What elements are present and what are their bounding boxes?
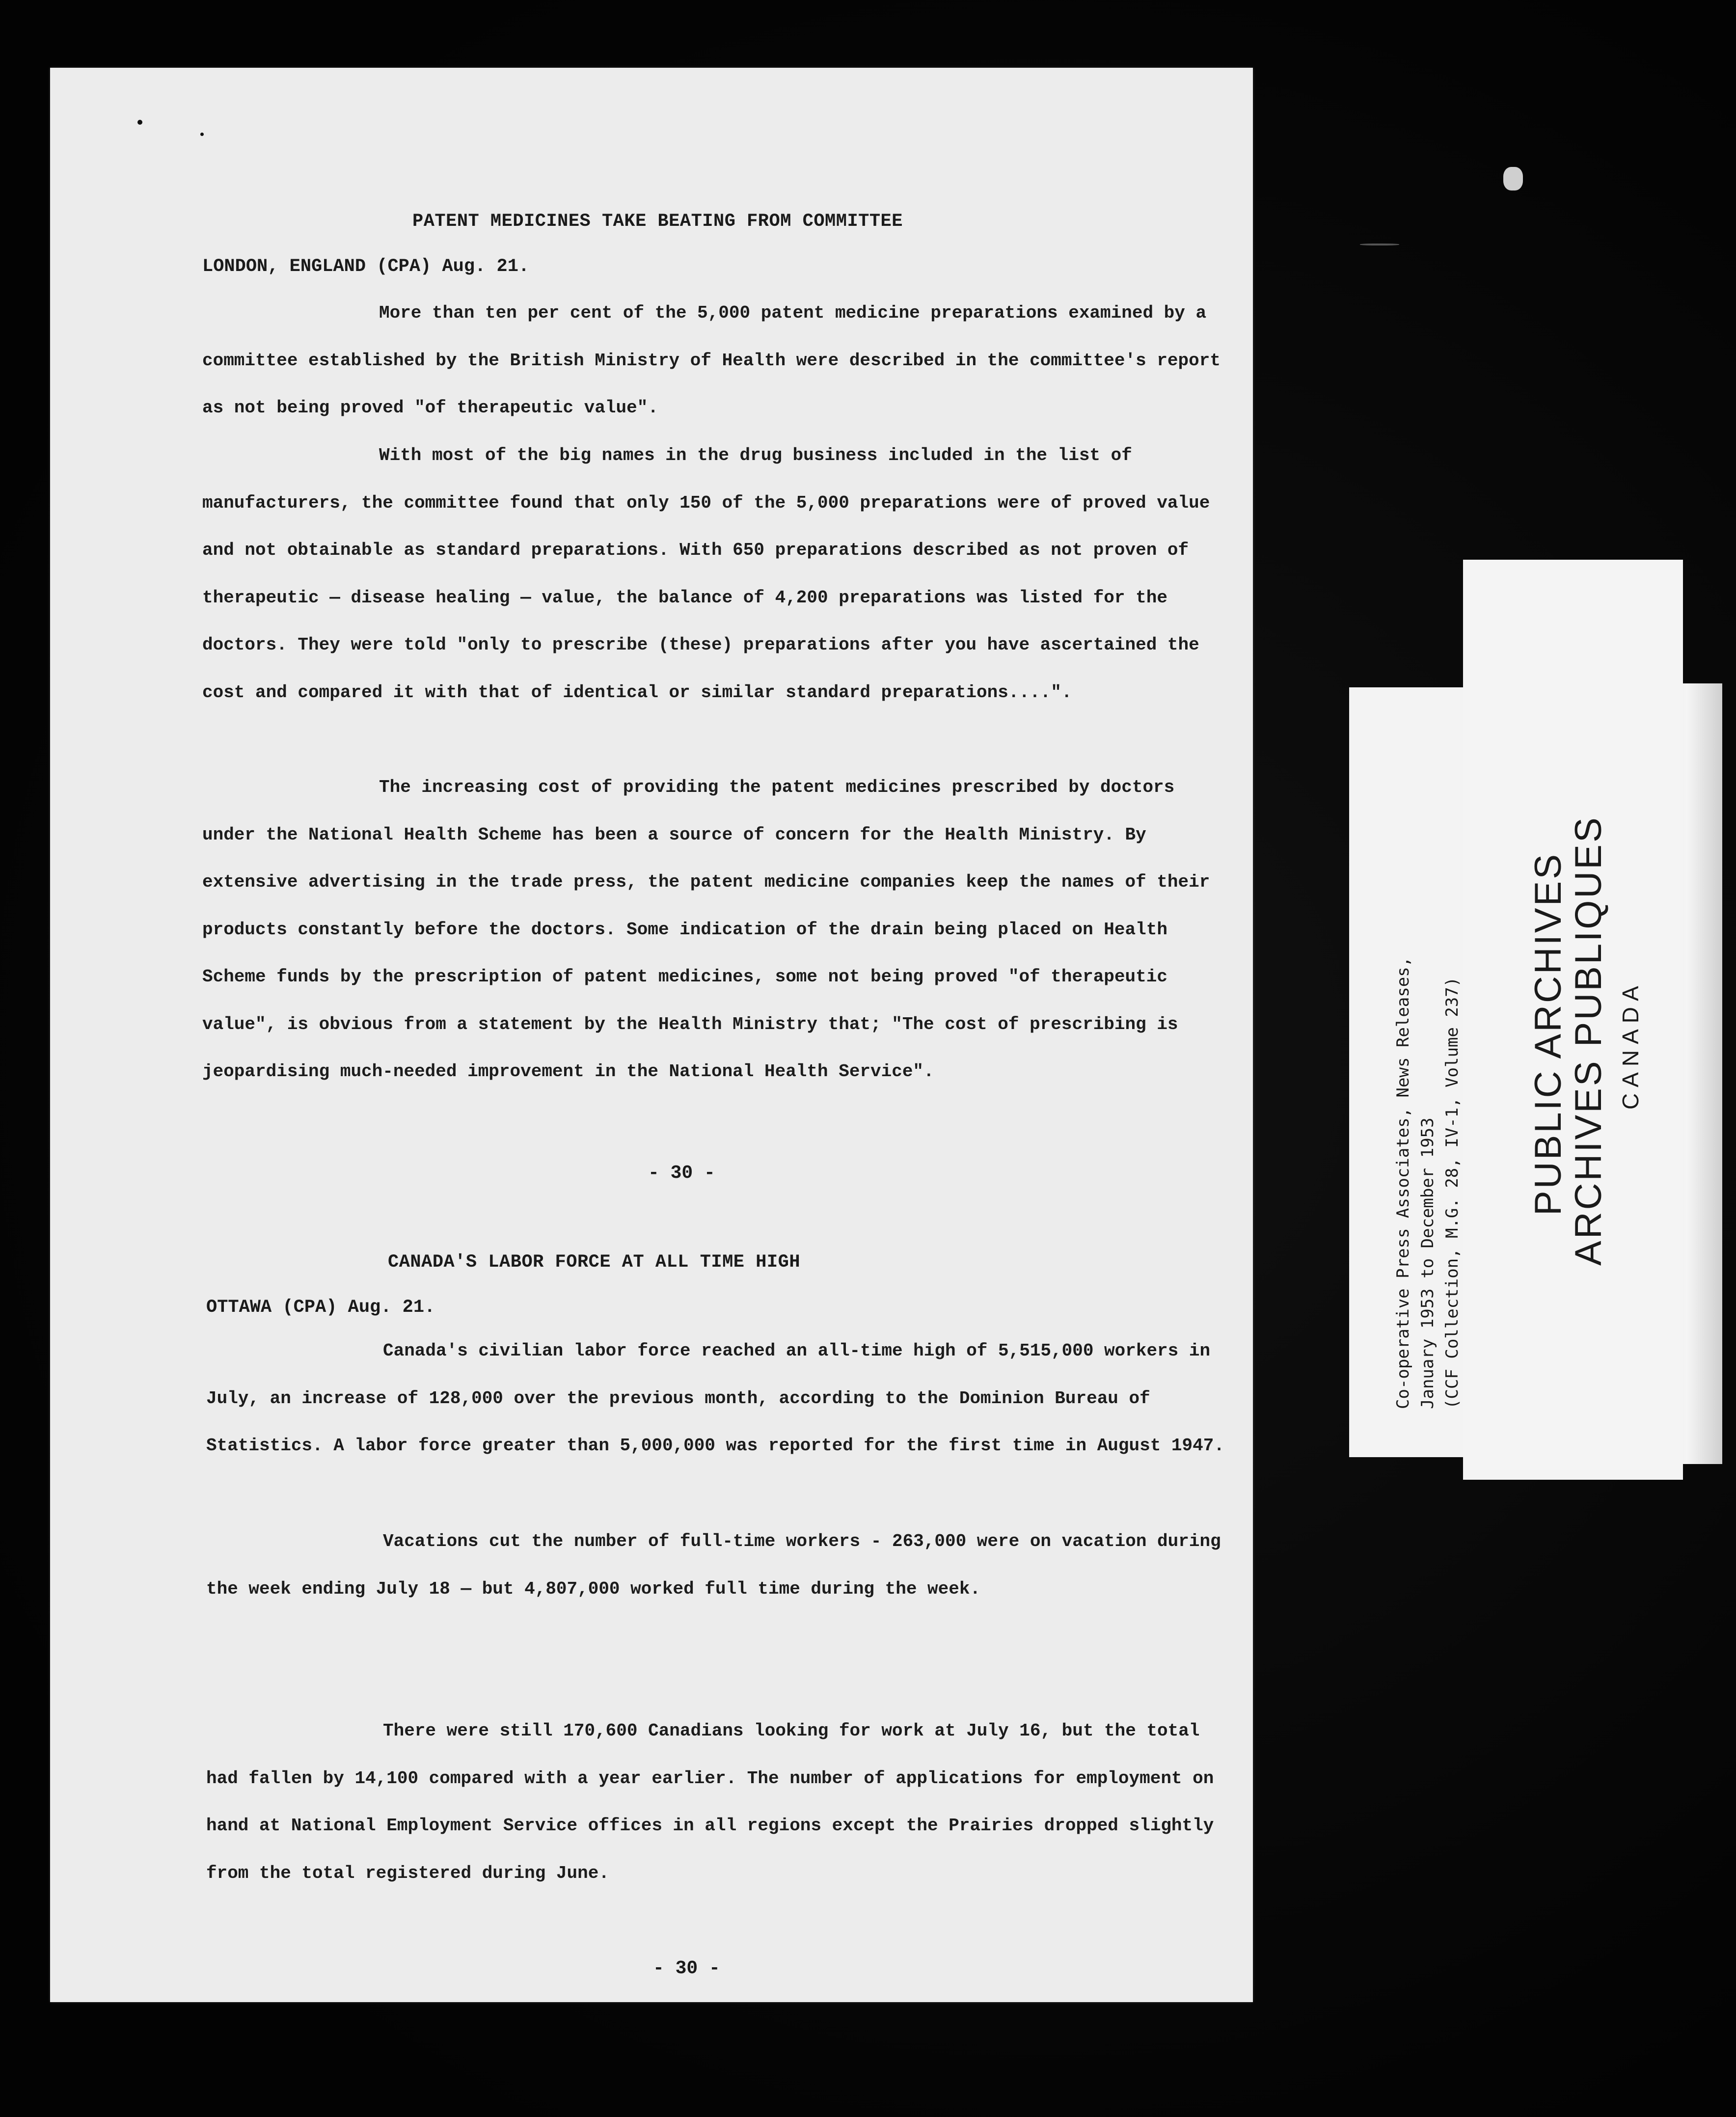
citation-line-3: (CCF Collection, M.G. 28, IV-1, Volume 237) bbox=[1442, 977, 1462, 1409]
story2-dateline: OTTAWA (CPA) Aug. 21. bbox=[206, 1297, 435, 1318]
story1-headline: PATENT MEDICINES TAKE BEATING FROM COMMITTEE bbox=[412, 211, 903, 232]
story2-paragraph-1: Canada's civilian labor force reached an all-time high of 5,515,000 workers in July, an increase of 128,000 over the previous month, according to the Dominion Bureau of Statistics. A labor force greater than 5,000,000 was reported for the first time in August 1947. bbox=[206, 1341, 1224, 1456]
story2-end-marker: - 30 - bbox=[653, 1958, 720, 1979]
archive-name-french: ARCHIVES PUBLIQUES bbox=[1568, 815, 1609, 1266]
film-speck bbox=[1360, 244, 1399, 245]
citation-line-2: January 1953 to December 1953 bbox=[1418, 1117, 1438, 1409]
story1-paragraph-3: The increasing cost of providing the patent medicines prescribed by doctors under the National Health Scheme has been a source of concern for the Health Ministry. By extensive advertising in the trade press, the patent medicine companies keep the names of their products constantly before the doctors. Some indication of the drain being placed on Health Scheme funds by the prescription of patent medicines, some not being proved "of therapeutic value", is obvious from a statement by the Health Ministry that; "The cost of prescribing is jeopardising much-needed improvement in the National Health Service". bbox=[202, 777, 1210, 1082]
story1-end-marker: - 30 - bbox=[648, 1163, 715, 1184]
story2-headline: CANADA'S LABOR FORCE AT ALL TIME HIGH bbox=[388, 1252, 801, 1273]
story1-paragraph-1: More than ten per cent of the 5,000 patent medicine preparations examined by a committee established by the British Ministry of Health were described in the committee's report as not being proved "of therapeutic value". bbox=[202, 303, 1221, 418]
story2-paragraph-2: Vacations cut the number of full-time workers - 263,000 were on vacation during the week ending July 18 — but 4,807,000 worked full time during the week. bbox=[206, 1531, 1221, 1599]
archive-country: CANADA bbox=[1618, 980, 1643, 1110]
story1-dateline: LONDON, ENGLAND (CPA) Aug. 21. bbox=[202, 256, 530, 277]
citation-line-1: Co-operative Press Associates, News Releases, bbox=[1393, 956, 1413, 1409]
film-speck bbox=[1503, 167, 1523, 190]
document-body bbox=[50, 68, 1253, 2002]
archive-label bbox=[1349, 560, 1722, 1483]
story2-paragraph-3: There were still 170,600 Canadians looking for work at July 16, but the total had fallen by 14,100 compared with a year earlier. The number of applications for employment on hand at National Employment Service offices in all regions except the Prairies dropped slightly from the total registered during June. bbox=[206, 1721, 1214, 1883]
typed-page bbox=[50, 68, 1253, 2002]
story1-paragraph-2: With most of the big names in the drug business included in the list of manufacturers, the committee found that only 150 of the 5,000 preparations were of proved value and not obtainable as standard preparations. With 650 preparations described as not proven of therapeutic — disease healing — value, the balance of 4,200 preparations was listed for the doctors. They were told "only to prescribe (these) preparations after you have ascertained the cost and compared it with that of identical or similar standard preparations....". bbox=[202, 445, 1210, 703]
archive-name-english: PUBLIC ARCHIVES bbox=[1527, 852, 1569, 1216]
